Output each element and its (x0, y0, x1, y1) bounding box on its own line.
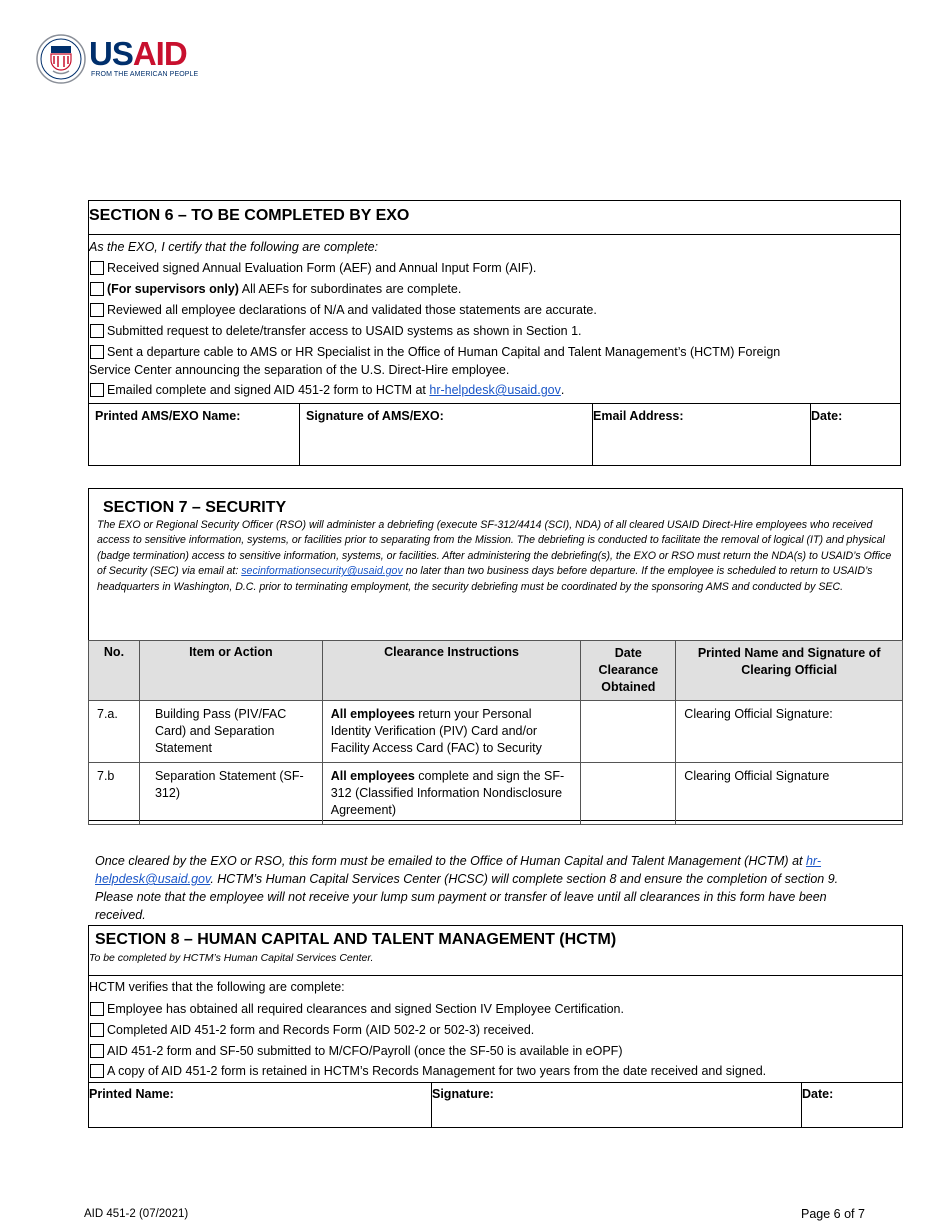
column-header: Item or Action (139, 641, 322, 701)
signature-field[interactable] (433, 1104, 799, 1126)
checkbox[interactable] (90, 1064, 104, 1078)
form-id: AID 451-2 (07/2021) (84, 1208, 189, 1220)
row-number: 7.b (89, 763, 140, 825)
section-6-intro: As the EXO, I certify that the following are complete: (89, 240, 379, 254)
date-field[interactable] (803, 1104, 901, 1126)
section-8-item: A copy of AID 451-2 form is retained in HCTM’s Records Management for two years from the date received and signed. (90, 1064, 766, 1078)
printed-ams-exo-name-field[interactable] (90, 428, 297, 464)
row-number: 7.a. (89, 701, 140, 763)
section-6-item: Submitted request to delete/transfer access to USAID systems as shown in Section 1. (90, 324, 582, 338)
row-instructions: All employees complete and sign the SF-312 (Classified Information Nondisclosure Agreement) (322, 763, 581, 825)
printed-name-label: Printed Name: (89, 1087, 174, 1101)
section-6-item: (For supervisors only) All AEFs for subordinates are complete. (90, 282, 461, 296)
section-6-title: SECTION 6 – TO BE COMPLETED BY EXO (89, 207, 410, 224)
signature-label: Signature: (432, 1087, 494, 1101)
checkbox[interactable] (90, 324, 104, 338)
column-header: No. (89, 641, 140, 701)
printed-ams-exo-name-label: Printed AMS/EXO Name: (95, 409, 241, 423)
column-header: Printed Name and Signature of Clearing Official (676, 641, 903, 701)
usaid-wordmark: USAID (89, 35, 187, 72)
checkbox[interactable] (90, 1023, 104, 1037)
date-field[interactable] (812, 428, 899, 464)
section-8-item: AID 451-2 form and SF-50 submitted to M/CFO/Payroll (once the SF-50 is available in eOPF) (90, 1044, 623, 1058)
checkbox[interactable] (90, 261, 104, 275)
checkbox[interactable] (90, 1044, 104, 1058)
checkbox[interactable] (90, 1002, 104, 1016)
signature-ams-exo-field[interactable] (301, 428, 590, 464)
email-address-label: Email Address: (593, 409, 684, 423)
usaid-seal-icon (36, 34, 86, 84)
row-item: Building Pass (PIV/FAC Card) and Separation Statement (139, 701, 322, 763)
signature-ams-exo-label: Signature of AMS/EXO: (306, 409, 444, 423)
section-7-description: The EXO or Regional Security Officer (RSO) will administer a debriefing (execute SF-312/4414 (SCI), NDA) of all cleared USAID Direct-Hire employees who received access to sensitive information, systems, or facilities prior to separating from the Mission. The debriefing is conducted to facilitate the removal of logical (IT) and physical (badge termination) access to sensitive information, systems, or facilities. After administering the debriefing(s), the EXO or RSO must return the NDA(s) to USAID’s Office of Security (SEC) via email at: secinformationsecurity@usaid.gov no later than two business days before departure. If the employee is scheduled to return to USAID’s headquarters in Washington, D.C. prior to terminating employment, the security debriefing must be coordinated by the sponsoring AMS and conducted by SEC. (97, 519, 892, 593)
section-8-intro: HCTM verifies that the following are complete: (89, 980, 345, 994)
logo-tagline: FROM THE AMERICAN PEOPLE (91, 71, 199, 78)
section-6-item: Reviewed all employee declarations of N/A and validated those statements are accurate. (90, 303, 597, 317)
section-8-item: Employee has obtained all required clearances and signed Section IV Employee Certification. (90, 1002, 624, 1016)
section-8-title: SECTION 8 – HUMAN CAPITAL AND TALENT MANAGEMENT (HCTM) (95, 931, 617, 948)
checkbox[interactable] (90, 345, 104, 359)
checkbox[interactable] (90, 282, 104, 296)
clearing-official-signature-cell[interactable]: Clearing Official Signature: (676, 701, 903, 763)
section-6-item: Received signed Annual Evaluation Form (AEF) and Annual Input Form (AIF). (90, 261, 536, 275)
section-6-item: Sent a departure cable to AMS or HR Specialist in the Office of Human Capital and Talent Management’s (HCTM) Foreign (90, 345, 780, 359)
section-8-subtitle: To be completed by HCTM’s Human Capital Services Center. (89, 952, 374, 964)
hctm-note: Once cleared by the EXO or RSO, this form must be emailed to the Office of Human Capital and Talent Management (HCTM) at hr- helpdesk@usaid.gov. HCTM’s Human Capital Services Center (HCSC) will complete section 8 and ensure the completion of section 9. Please note that the employee will not receive your lump sum payment or transfer of leave until all clearances in this form have been received. (95, 854, 839, 922)
security-email-link[interactable]: secinformationsecurity@usaid.gov (241, 565, 403, 578)
clearing-official-signature-cell[interactable]: Clearing Official Signature (676, 763, 903, 825)
checkbox[interactable] (90, 303, 104, 317)
table-row (89, 701, 903, 763)
row-instructions: All employees return your Personal Identity Verification (PIV) Card and/or Facility Access Card (FAC) to Security (322, 701, 581, 763)
section-7-title: SECTION 7 – SECURITY (103, 499, 287, 516)
table-row (89, 763, 903, 825)
hr-helpdesk-link[interactable]: hr- helpdesk@usaid.gov (95, 854, 822, 886)
hr-helpdesk-link[interactable]: hr-helpdesk@usaid.gov (429, 383, 561, 397)
printed-name-field[interactable] (90, 1104, 429, 1126)
clearance-table (88, 640, 903, 825)
date-clearance-cell[interactable] (581, 701, 676, 763)
page-number: Page 6 of 7 (801, 1207, 865, 1221)
usaid-logo (36, 34, 206, 90)
checkbox[interactable] (90, 383, 104, 397)
section-6-item-continued: Service Center announcing the separation of the U.S. Direct-Hire employee. (89, 363, 510, 377)
date-clearance-cell[interactable] (581, 763, 676, 825)
column-header: Clearance Instructions (322, 641, 581, 701)
email-address-field[interactable] (594, 428, 808, 464)
section-6-item: Emailed complete and signed AID 451-2 form to HCTM at hr-helpdesk@usaid.gov . (90, 383, 564, 397)
section-8-item: Completed AID 451-2 form and Records Form (AID 502-2 or 502-3) received. (90, 1023, 534, 1037)
date-label: Date: (802, 1087, 834, 1101)
column-header: Date Clearance Obtained (581, 641, 676, 701)
row-item: Separation Statement (SF-312) (139, 763, 322, 825)
date-label: Date: (811, 409, 843, 423)
